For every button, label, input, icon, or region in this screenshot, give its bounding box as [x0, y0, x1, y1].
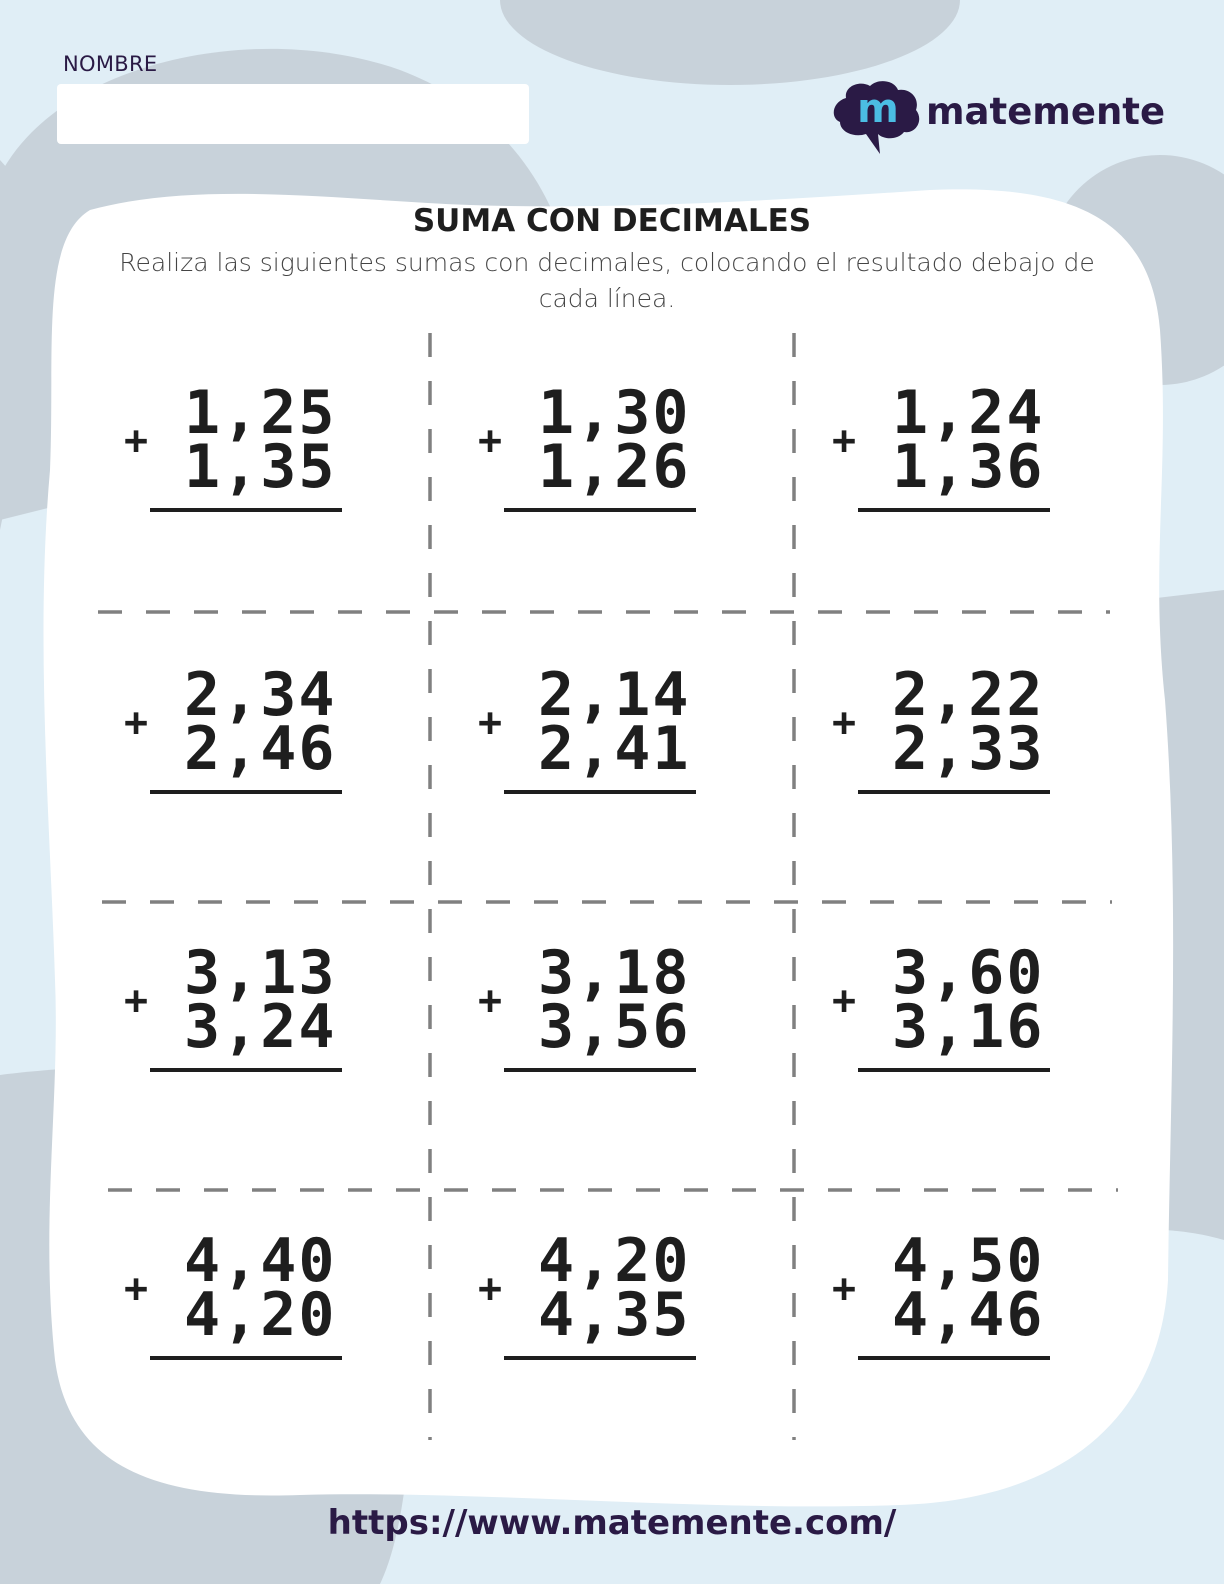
addend-bottom: 4,35	[538, 1280, 691, 1350]
plus-icon: +	[124, 700, 149, 746]
plus-icon: +	[832, 700, 857, 746]
addend-bottom: 2,46	[184, 714, 337, 784]
answer-line[interactable]	[150, 790, 342, 794]
addend-top: 1,24	[892, 378, 1045, 448]
footer-website-link[interactable]: https://www.matemente.com/	[327, 1503, 897, 1543]
speech-bubble-m-icon	[830, 76, 926, 156]
addend-top: 1,30	[538, 378, 691, 448]
addend-top: 2,22	[892, 660, 1045, 730]
plus-icon: +	[478, 700, 503, 746]
addition-problem	[478, 1226, 738, 1366]
addend-bottom: 3,24	[184, 992, 337, 1062]
answer-line[interactable]	[504, 790, 696, 794]
answer-line[interactable]	[504, 1356, 696, 1360]
answer-line[interactable]	[150, 508, 342, 512]
addition-problem	[478, 660, 738, 800]
addend-top: 3,13	[184, 938, 337, 1008]
addend-bottom: 2,41	[538, 714, 691, 784]
addend-bottom: 4,20	[184, 1280, 337, 1350]
answer-line[interactable]	[150, 1068, 342, 1072]
addition-problem	[478, 378, 738, 518]
addend-top: 4,50	[892, 1226, 1045, 1296]
addition-problem	[832, 378, 1092, 518]
answer-line[interactable]	[504, 1068, 696, 1072]
name-input[interactable]	[57, 84, 529, 144]
answer-line[interactable]	[858, 1068, 1050, 1072]
plus-icon: +	[124, 1266, 149, 1312]
addition-problem	[124, 660, 384, 800]
addend-top: 2,14	[538, 660, 691, 730]
answer-line[interactable]	[858, 508, 1050, 512]
addition-problem	[478, 938, 738, 1078]
name-label: NOMBRE	[63, 52, 158, 76]
addend-bottom: 1,36	[892, 432, 1045, 502]
addend-top: 3,18	[538, 938, 691, 1008]
addend-top: 4,40	[184, 1226, 337, 1296]
addition-problem	[832, 660, 1092, 800]
addend-top: 1,25	[184, 378, 337, 448]
plus-icon: +	[478, 418, 503, 464]
addend-bottom: 3,56	[538, 992, 691, 1062]
matemente-logo	[830, 76, 1165, 156]
answer-line[interactable]	[858, 1356, 1050, 1360]
addend-top: 2,34	[184, 660, 337, 730]
addend-bottom: 4,46	[892, 1280, 1045, 1350]
addend-top: 3,60	[892, 938, 1045, 1008]
brand-name: matemente	[926, 89, 1166, 133]
addend-top: 4,20	[538, 1226, 691, 1296]
svg-text:m: m	[857, 86, 899, 132]
addend-bottom: 2,33	[892, 714, 1045, 784]
answer-line[interactable]	[504, 508, 696, 512]
addition-problem	[832, 938, 1092, 1078]
plus-icon: +	[832, 978, 857, 1024]
plus-icon: +	[124, 418, 149, 464]
answer-line[interactable]	[150, 1356, 342, 1360]
plus-icon: +	[124, 978, 149, 1024]
addition-problem	[832, 1226, 1092, 1366]
addition-problem	[124, 378, 384, 518]
plus-icon: +	[478, 1266, 503, 1312]
worksheet-instructions: Realiza las siguientes sumas con decimales, colocando el resultado debajo de cada línea.	[119, 248, 1095, 313]
addition-problem	[124, 1226, 384, 1366]
answer-line[interactable]	[858, 790, 1050, 794]
addend-bottom: 3,16	[892, 992, 1045, 1062]
plus-icon: +	[832, 1266, 857, 1312]
plus-icon: +	[832, 418, 857, 464]
addition-problem	[124, 938, 384, 1078]
addend-bottom: 1,26	[538, 432, 691, 502]
addend-bottom: 1,35	[184, 432, 337, 502]
worksheet-title: SUMA CON DECIMALES	[412, 203, 812, 239]
plus-icon: +	[478, 978, 503, 1024]
